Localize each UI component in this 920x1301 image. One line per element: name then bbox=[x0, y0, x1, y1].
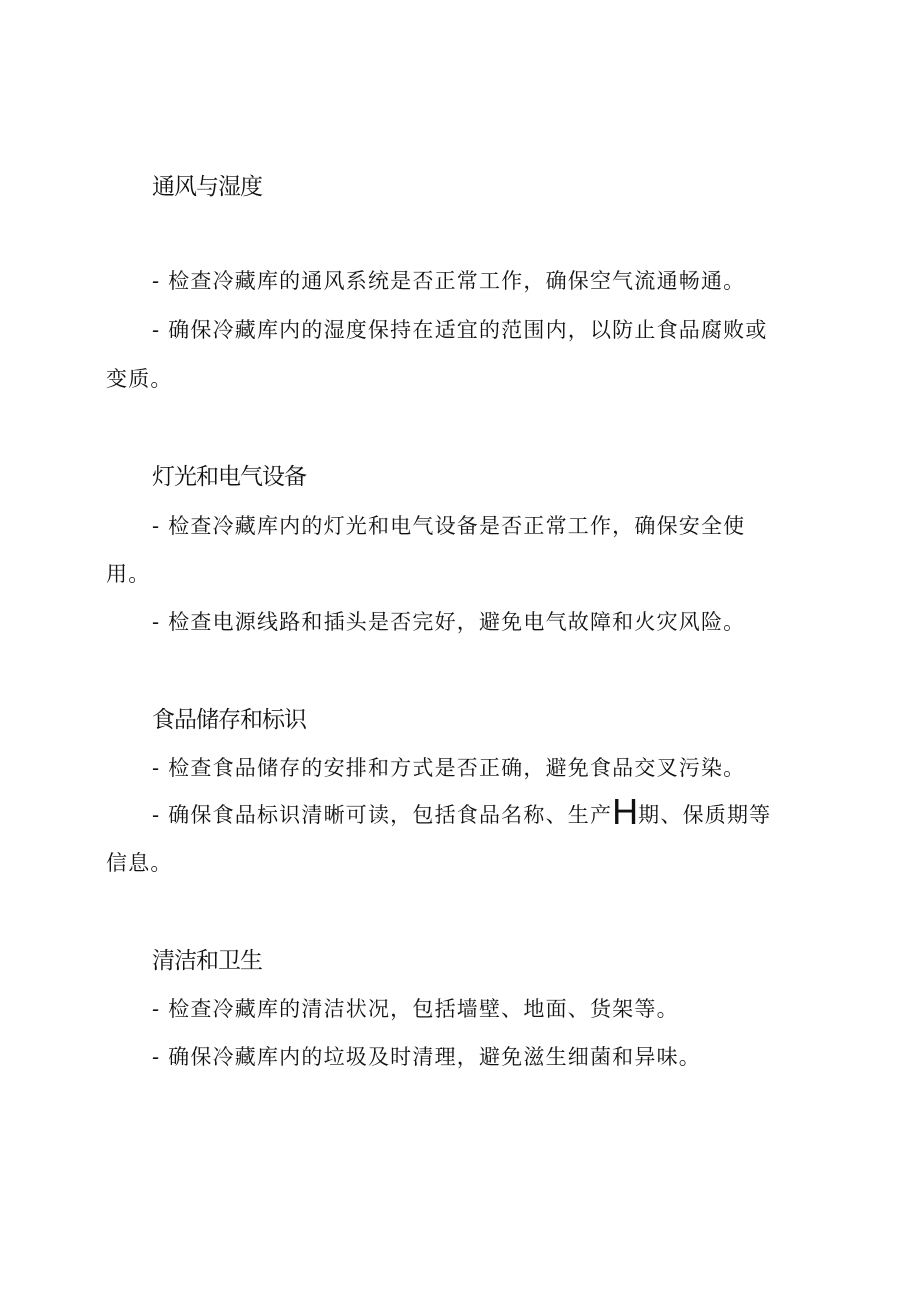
section-heading-lighting: 灯光和电气设备 bbox=[152, 464, 306, 490]
section-heading-food-storage: 食品储存和标识 bbox=[152, 707, 306, 733]
paragraph-line: 变质。 bbox=[106, 367, 173, 391]
paragraph-line bbox=[152, 791, 772, 832]
oversized-glyph: H bbox=[612, 791, 639, 832]
paragraph-line: - 检查冷藏库内的灯光和电气设备是否正常工作，确保安全使 bbox=[152, 514, 746, 538]
section-heading-cleaning: 清洁和卫生 bbox=[152, 948, 262, 974]
paragraph-line: - 检查冷藏库的清洁状况，包括墙壁、地面、货架等。 bbox=[152, 997, 679, 1021]
line-text-before: - 确保食品标识清晰可读，包括食品名称、生产 bbox=[152, 803, 613, 827]
paragraph-line: - 确保冷藏库内的垃圾及时清理，避免滋生细菌和异味。 bbox=[152, 1045, 701, 1069]
paragraph-line: - 确保冷藏库内的湿度保持在适宜的范围内，以防止食品腐败或 bbox=[152, 318, 768, 342]
paragraph-line: - 检查冷藏库的通风系统是否正常工作，确保空气流通畅通。 bbox=[152, 269, 746, 293]
line-text-after: 期、保质期等 bbox=[638, 803, 772, 827]
section-heading-ventilation: 通风与湿度 bbox=[152, 174, 262, 200]
paragraph-line: - 检查食品储存的安排和方式是否正确，避免食品交叉污染。 bbox=[152, 756, 746, 780]
paragraph-line: 信息。 bbox=[106, 851, 173, 875]
paragraph-line: 用。 bbox=[106, 562, 151, 586]
paragraph-line: - 检查电源线路和插头是否完好，避免电气故障和火灾风险。 bbox=[152, 610, 746, 634]
